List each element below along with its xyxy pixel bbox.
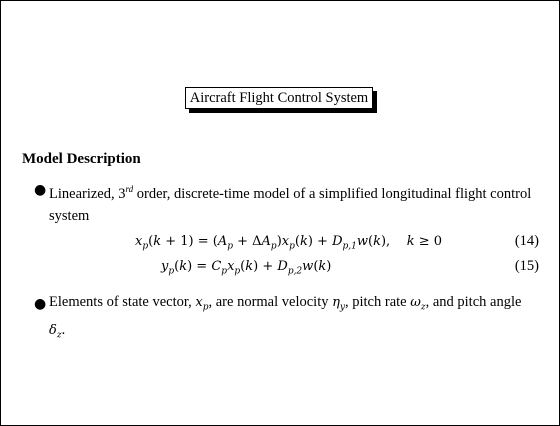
section-heading: Model Description — [22, 151, 141, 167]
equation-15: $y_p(k) = C_px_p(k) + D_{p,2}w(k)$ — [161, 259, 332, 277]
var-omega — [410, 295, 426, 313]
bullet-dot: ● — [34, 296, 47, 312]
var-eta-symbol: η — [332, 295, 340, 310]
var-x-symbol: x — [195, 295, 203, 310]
var-delta-symbol: δ — [49, 322, 57, 338]
equation-14: $x_p(k + 1) = (A_p + \Delta A_p)x_p(k) + D_{p,1}w(k)$, k ≥ 0 — [135, 234, 443, 252]
var-omega-symbol: ω — [410, 295, 421, 310]
bullet-2-text-4: , and pitch angle — [425, 294, 522, 310]
var-omega-sub: z — [420, 302, 426, 313]
bullet-2-text — [49, 291, 549, 346]
var-eta — [332, 295, 345, 313]
equation-15-number: (15) — [514, 258, 539, 274]
var-eta-sub: y — [339, 302, 345, 313]
bullet-1-sup: rd — [125, 184, 134, 194]
var-delta-sub: z — [56, 330, 62, 341]
bullet-1-post: order, discrete-time model of a simplified longitudinal flight control system — [49, 185, 532, 224]
var-delta — [49, 322, 62, 341]
bullet-2-text-3: , pitch rate — [345, 294, 411, 310]
bullet-dot: ● — [34, 182, 47, 198]
var-x — [195, 295, 209, 313]
bullet-1-text — [49, 178, 549, 227]
var-x-sub: p — [202, 302, 209, 313]
bullet-2-text-5: . — [61, 321, 66, 338]
bullet-2-text-2: , are normal velocity — [208, 294, 333, 310]
bullet-2-text-1: Elements of state vector, — [49, 294, 196, 310]
slide-title: Aircraft Flight Control System — [185, 87, 373, 109]
bullet-1-pre: Linearized, 3 — [49, 185, 126, 202]
equation-14-number: (14) — [514, 233, 539, 249]
